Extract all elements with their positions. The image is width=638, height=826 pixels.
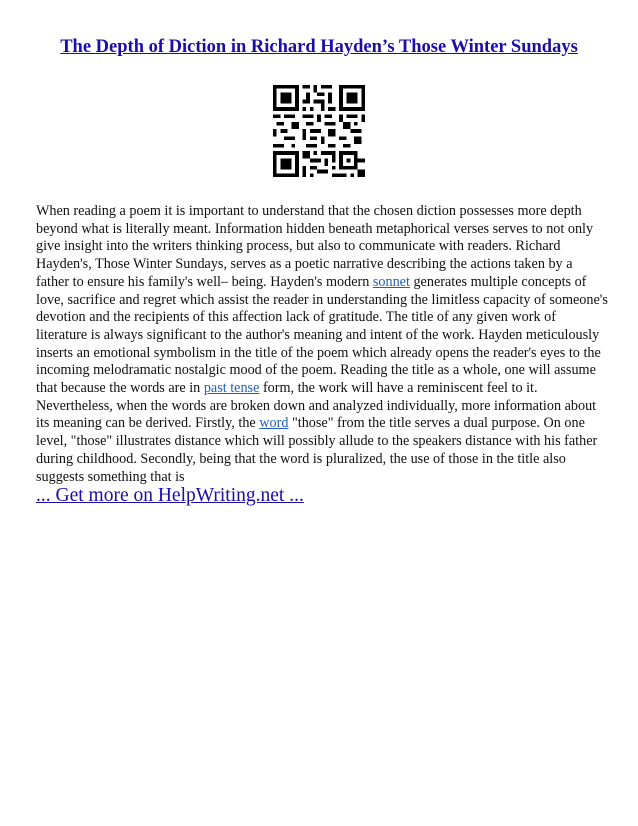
paragraph-line: Hayden's, Those Winter Sundays, serves as a poetic narrative describing the actions taken by a <box>36 256 573 273</box>
paragraph-line <box>36 274 606 292</box>
paragraph-line: beyond what is literally meant. Information hidden beneath metaphorical verses serves to not only <box>36 220 594 237</box>
paragraph-text: father to ensure his family's well– being. Hayden's modern <box>36 273 373 290</box>
paragraph-line: devotion and the recipients of this affection lack of gratitude. The title of any given work of <box>36 309 556 326</box>
paragraph-line: love, sacrifice and regret which assist the reader in understanding the limitless capacity of someone's <box>36 291 608 308</box>
paragraph-line: Nevertheless, when the words are broken down and analyzed individually, more information about <box>36 397 597 414</box>
paragraph-line <box>36 415 606 433</box>
paragraph-line <box>36 380 606 398</box>
paragraph-line: incoming melodramatic nostalgic mood of the poem. Reading the title as a whole, one will assume <box>36 362 596 379</box>
paragraph-text: "those" from the title serves a dual purpose. On one <box>288 415 585 432</box>
paragraph-line: When reading a poem it is important to understand that the chosen diction possesses more depth <box>36 203 582 219</box>
past-tense-link[interactable]: past tense <box>203 380 260 397</box>
paragraph-line: literature is always significant to the author's meaning and intent of the work. Hayden meticulously <box>36 326 600 343</box>
body-paragraph <box>36 203 606 486</box>
paragraph-text: that because the words are in <box>36 380 204 397</box>
get-more-link[interactable]: ... Get more on HelpWriting.net ... <box>36 485 304 506</box>
paragraph-text: form, the work will have a reminiscent feel to it. <box>259 380 538 397</box>
paragraph-line: during childhood. Secondly, being that the word is pluralized, the use of those in the title also <box>36 450 566 467</box>
qr-code-icon <box>273 85 365 177</box>
paragraph-line: level, "those" illustrates distance which will possibly allude to the speakers distance with his father <box>36 433 598 450</box>
document-title[interactable]: The Depth of Diction in Richard Hayden’s Those Winter Sundays <box>60 37 578 57</box>
paragraph-line: give insight into the writers thinking process, but also to communicate with readers. Richard <box>36 238 561 255</box>
paragraph-line: suggests something that is <box>36 468 185 485</box>
paragraph-text: generates multiple concepts of <box>409 273 587 290</box>
paragraph-line: inserts an emotional symbolism in the title of the poem which already opens the reader's eyes to the <box>36 344 601 361</box>
paragraph-text: its meaning can be derived. Firstly, the <box>36 415 260 432</box>
word-link[interactable]: word <box>259 415 289 432</box>
sonnet-link[interactable]: sonnet <box>372 273 410 290</box>
